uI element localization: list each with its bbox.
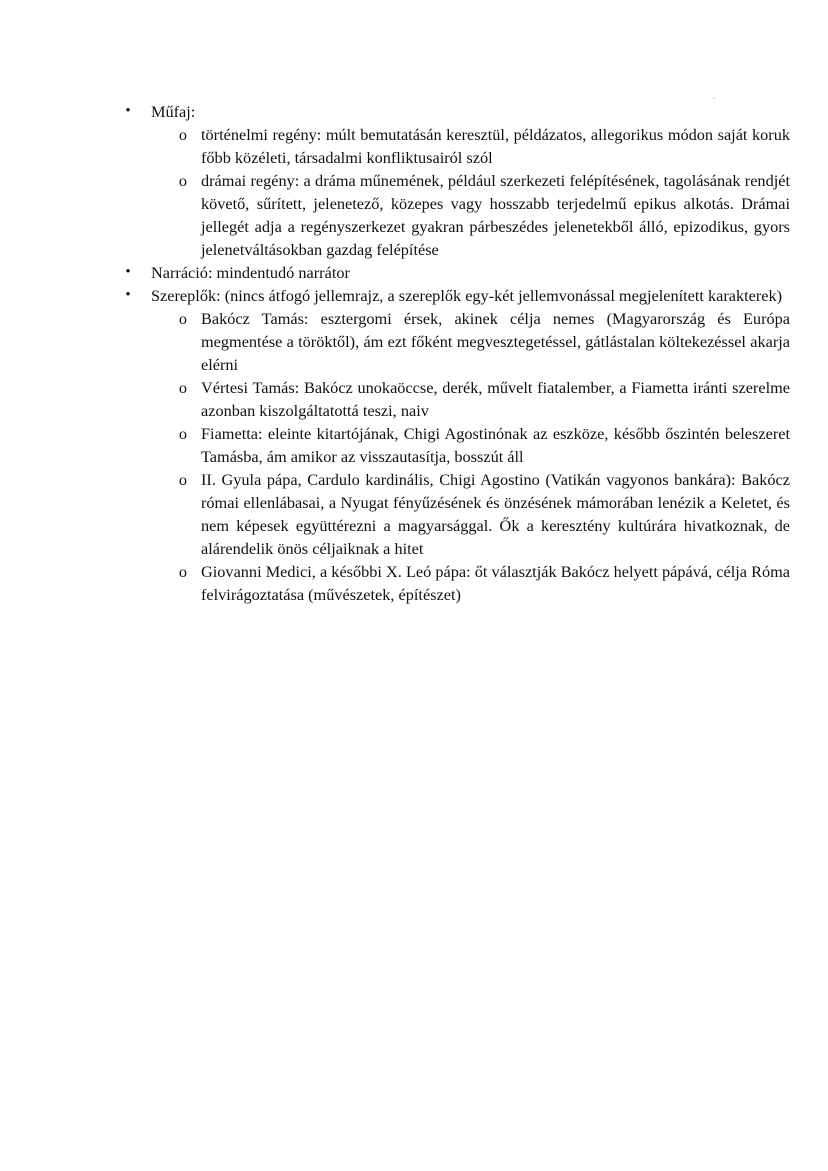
roman-opponents-text: II. Gyula pápa, Cardulo kardinális, Chigi Agostino (Vatikán vagyonos bankára): Bakócz római ellenlábasai, a Nyugat fényűzésének és önzésének mámorában lenézik a Keletet, és nem képesek együttérezni a magyarsággal. Ők a keresztény kultúrára hivatkoznak, de alárendelik önös céljaiknak a hitet [201, 470, 790, 558]
sublist-item-medici [176, 560, 790, 606]
list-item-genre [118, 100, 790, 261]
narration-text: Narráció: mindentudó narrátor [151, 263, 350, 282]
vertesi-text: Vértesi Tamás: Bakócz unokaöccse, derék, művelt fiatalember, a Fiametta iránti szerelme azonban kiszolgáltatottá teszi, naiv [201, 378, 790, 420]
circle-bullet-icon: o [178, 171, 188, 190]
bullet-icon: • [125, 264, 131, 280]
circle-bullet-icon: o [178, 309, 188, 328]
sublist-item-vertesi [176, 376, 790, 422]
sublist-item-historical-novel [176, 123, 790, 169]
main-bullet-list [118, 100, 790, 606]
bullet-icon: • [125, 287, 131, 303]
fiametta-text: Fiametta: eleinte kitartójának, Chigi Agostinónak az eszköze, később őszintén beleszeret Tamásba, ám amikor az visszautasítja, bosszút áll [201, 424, 790, 466]
circle-bullet-icon: o [178, 562, 188, 581]
document-body [118, 100, 790, 606]
bakocz-text: Bakócz Tamás: esztergomi érsek, akinek célja nemes (Magyarország és Európa megmentése a töröktől), ám ezt főként megvesztegetéssel, gátlástalan költekezéssel akarja elérni [201, 309, 790, 374]
characters-sublist [176, 307, 790, 606]
medici-text: Giovanni Medici, a későbbi X. Leó pápa: őt választják Bakócz helyett pápává, célja Róma felvirágoztatása (művészetek, építészet) [201, 562, 790, 604]
genre-sublist [176, 123, 790, 261]
list-item-narration [118, 261, 790, 284]
circle-bullet-icon: o [178, 424, 188, 443]
circle-bullet-icon: o [178, 470, 188, 489]
sublist-item-bakocz [176, 307, 790, 376]
circle-bullet-icon: o [178, 125, 188, 144]
list-item-characters [118, 284, 790, 606]
scan-speck [713, 98, 715, 99]
sublist-item-dramatic-novel [176, 169, 790, 261]
circle-bullet-icon: o [178, 378, 188, 397]
historical-novel-text: történelmi regény: múlt bemutatásán keresztül, példázatos, allegorikus módon saját koruk főbb közéleti, társadalmi konfliktusairól szól [201, 125, 790, 167]
dramatic-novel-text: drámai regény: a dráma műnemének, például szerkezeti felépítésének, tagolásának rendjét követő, sűrített, jelenetező, közepes vagy hosszabb terjedelmű epikus alkotás. Drámai jellegét adja a regényszerkezet gyakran párbeszédes jelenetekből álló, epizodikus, gyors jelenetváltásokban gazdag felépítése [201, 171, 790, 259]
genre-heading: Műfaj: [151, 102, 196, 121]
bullet-icon: • [125, 103, 131, 119]
sublist-item-fiametta [176, 422, 790, 468]
sublist-item-roman-opponents [176, 468, 790, 560]
characters-heading: Szereplők: (nincs átfogó jellemrajz, a szereplők egy-két jellemvonással megjelenített karakterek) [151, 286, 783, 305]
